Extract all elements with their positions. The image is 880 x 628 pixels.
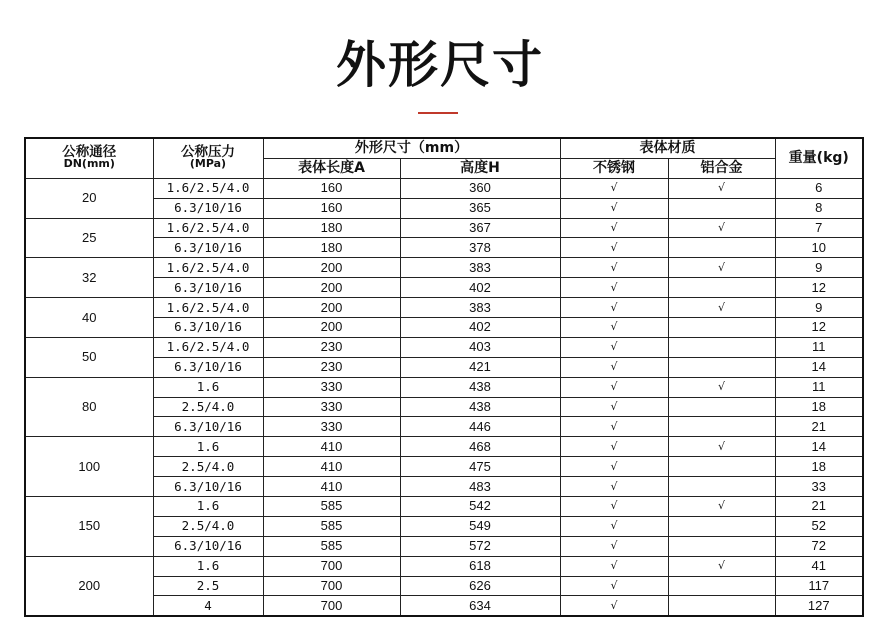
aluminum-check-cell xyxy=(668,337,775,357)
header-pressure-line2: (MPa) xyxy=(189,157,227,171)
height-cell: 421 xyxy=(400,357,560,377)
aluminum-check-cell xyxy=(668,198,775,218)
stainless-check-cell: √ xyxy=(560,278,668,298)
aluminum-check-cell: √ xyxy=(668,258,775,278)
height-cell: 402 xyxy=(400,318,560,338)
header-height: 高度H xyxy=(400,158,560,178)
header-weight: 重量(kg) xyxy=(775,138,863,178)
stainless-check-cell: √ xyxy=(560,516,668,536)
weight-cell: 11 xyxy=(775,337,863,357)
pressure-cell: 6.3/10/16 xyxy=(153,536,263,556)
aluminum-check-cell xyxy=(668,238,775,258)
height-cell: 468 xyxy=(400,437,560,457)
weight-cell: 7 xyxy=(775,218,863,238)
length-cell: 700 xyxy=(263,576,400,596)
header-pressure xyxy=(153,138,263,178)
height-cell: 383 xyxy=(400,258,560,278)
length-cell: 180 xyxy=(263,218,400,238)
stainless-check-cell: √ xyxy=(560,397,668,417)
pressure-cell: 1.6 xyxy=(153,377,263,397)
length-cell: 330 xyxy=(263,417,400,437)
header-dn-line1: 公称通径 xyxy=(62,144,117,161)
pressure-cell: 2.5/4.0 xyxy=(153,397,263,417)
pressure-cell: 2.5 xyxy=(153,576,263,596)
length-cell: 160 xyxy=(263,198,400,218)
table-row xyxy=(25,298,863,318)
pressure-cell: 6.3/10/16 xyxy=(153,318,263,338)
length-cell: 200 xyxy=(263,258,400,278)
stainless-check-cell: √ xyxy=(560,457,668,477)
length-cell: 700 xyxy=(263,596,400,616)
weight-cell: 18 xyxy=(775,397,863,417)
height-cell: 475 xyxy=(400,457,560,477)
aluminum-check-cell: √ xyxy=(668,178,775,198)
stainless-check-cell: √ xyxy=(560,497,668,517)
stainless-check-cell: √ xyxy=(560,417,668,437)
page-title: 外形尺寸 xyxy=(336,35,544,94)
dn-cell: 25 xyxy=(25,218,153,258)
header-dimensions: 外形尺寸（mm） xyxy=(263,138,560,158)
length-cell: 200 xyxy=(263,278,400,298)
aluminum-check-cell: √ xyxy=(668,218,775,238)
weight-cell: 14 xyxy=(775,437,863,457)
aluminum-check-cell xyxy=(668,278,775,298)
length-cell: 230 xyxy=(263,357,400,377)
height-cell: 542 xyxy=(400,497,560,517)
pressure-cell: 1.6/2.5/4.0 xyxy=(153,178,263,198)
length-cell: 330 xyxy=(263,397,400,417)
pressure-cell: 4 xyxy=(153,596,263,616)
pressure-cell: 1.6 xyxy=(153,437,263,457)
length-cell: 160 xyxy=(263,178,400,198)
pressure-cell: 6.3/10/16 xyxy=(153,238,263,258)
height-cell: 618 xyxy=(400,556,560,576)
length-cell: 410 xyxy=(263,457,400,477)
table-row xyxy=(25,377,863,397)
height-cell: 549 xyxy=(400,516,560,536)
dn-cell: 150 xyxy=(25,497,153,557)
table-row xyxy=(25,178,863,198)
weight-cell: 21 xyxy=(775,497,863,517)
dn-cell: 20 xyxy=(25,178,153,218)
stainless-check-cell: √ xyxy=(560,337,668,357)
header-stainless: 不锈钢 xyxy=(560,158,668,178)
table-row xyxy=(25,258,863,278)
height-cell: 402 xyxy=(400,278,560,298)
dn-cell: 100 xyxy=(25,437,153,497)
pressure-cell: 6.3/10/16 xyxy=(153,417,263,437)
pressure-cell: 6.3/10/16 xyxy=(153,357,263,377)
header-pressure-line1: 公称压力 xyxy=(181,144,235,161)
weight-cell: 9 xyxy=(775,258,863,278)
header-dn-line2: DN(mm) xyxy=(63,157,115,171)
aluminum-check-cell: √ xyxy=(668,556,775,576)
header-dn xyxy=(25,138,153,178)
aluminum-check-cell xyxy=(668,536,775,556)
weight-cell: 8 xyxy=(775,198,863,218)
length-cell: 180 xyxy=(263,238,400,258)
length-cell: 410 xyxy=(263,477,400,497)
aluminum-check-cell xyxy=(668,477,775,497)
weight-cell: 33 xyxy=(775,477,863,497)
aluminum-check-cell xyxy=(668,318,775,338)
stainless-check-cell: √ xyxy=(560,596,668,616)
weight-cell: 11 xyxy=(775,377,863,397)
weight-cell: 6 xyxy=(775,178,863,198)
pressure-cell: 6.3/10/16 xyxy=(153,198,263,218)
header-aluminum: 铝合金 xyxy=(668,158,775,178)
stainless-check-cell: √ xyxy=(560,198,668,218)
weight-cell: 12 xyxy=(775,278,863,298)
aluminum-check-cell xyxy=(668,457,775,477)
stainless-check-cell: √ xyxy=(560,298,668,318)
stainless-check-cell: √ xyxy=(560,576,668,596)
weight-cell: 117 xyxy=(775,576,863,596)
height-cell: 360 xyxy=(400,178,560,198)
pressure-cell: 2.5/4.0 xyxy=(153,457,263,477)
weight-cell: 127 xyxy=(775,596,863,616)
stainless-check-cell: √ xyxy=(560,357,668,377)
pressure-cell: 1.6/2.5/4.0 xyxy=(153,298,263,318)
height-cell: 438 xyxy=(400,377,560,397)
aluminum-check-cell xyxy=(668,357,775,377)
dn-cell: 200 xyxy=(25,556,153,616)
pressure-cell: 1.6 xyxy=(153,497,263,517)
aluminum-check-cell: √ xyxy=(668,497,775,517)
dn-cell: 40 xyxy=(25,298,153,338)
title-accent-divider xyxy=(418,112,458,114)
aluminum-check-cell: √ xyxy=(668,377,775,397)
aluminum-check-cell xyxy=(668,397,775,417)
height-cell: 626 xyxy=(400,576,560,596)
aluminum-check-cell: √ xyxy=(668,437,775,457)
aluminum-check-cell: √ xyxy=(668,298,775,318)
stainless-check-cell: √ xyxy=(560,556,668,576)
stainless-check-cell: √ xyxy=(560,238,668,258)
stainless-check-cell: √ xyxy=(560,258,668,278)
weight-cell: 9 xyxy=(775,298,863,318)
weight-cell: 12 xyxy=(775,318,863,338)
header-material: 表体材质 xyxy=(560,138,775,158)
height-cell: 634 xyxy=(400,596,560,616)
height-cell: 367 xyxy=(400,218,560,238)
height-cell: 572 xyxy=(400,536,560,556)
length-cell: 410 xyxy=(263,437,400,457)
aluminum-check-cell xyxy=(668,596,775,616)
stainless-check-cell: √ xyxy=(560,536,668,556)
length-cell: 200 xyxy=(263,318,400,338)
stainless-check-cell: √ xyxy=(560,477,668,497)
stainless-check-cell: √ xyxy=(560,318,668,338)
height-cell: 403 xyxy=(400,337,560,357)
pressure-cell: 2.5/4.0 xyxy=(153,516,263,536)
table-row xyxy=(25,218,863,238)
dimensions-table xyxy=(24,137,864,617)
table-row xyxy=(25,556,863,576)
length-cell: 230 xyxy=(263,337,400,357)
pressure-cell: 1.6/2.5/4.0 xyxy=(153,337,263,357)
aluminum-check-cell xyxy=(668,516,775,536)
pressure-cell: 6.3/10/16 xyxy=(153,477,263,497)
length-cell: 700 xyxy=(263,556,400,576)
height-cell: 438 xyxy=(400,397,560,417)
aluminum-check-cell xyxy=(668,576,775,596)
table-body xyxy=(25,178,863,616)
length-cell: 585 xyxy=(263,536,400,556)
stainless-check-cell: √ xyxy=(560,437,668,457)
table-row xyxy=(25,497,863,517)
height-cell: 378 xyxy=(400,238,560,258)
stainless-check-cell: √ xyxy=(560,377,668,397)
length-cell: 585 xyxy=(263,497,400,517)
weight-cell: 41 xyxy=(775,556,863,576)
pressure-cell: 1.6/2.5/4.0 xyxy=(153,218,263,238)
dn-cell: 80 xyxy=(25,377,153,437)
pressure-cell: 1.6/2.5/4.0 xyxy=(153,258,263,278)
table-row xyxy=(25,337,863,357)
dn-cell: 50 xyxy=(25,337,153,377)
length-cell: 200 xyxy=(263,298,400,318)
pressure-cell: 6.3/10/16 xyxy=(153,278,263,298)
stainless-check-cell: √ xyxy=(560,178,668,198)
weight-cell: 14 xyxy=(775,357,863,377)
height-cell: 446 xyxy=(400,417,560,437)
length-cell: 585 xyxy=(263,516,400,536)
length-cell: 330 xyxy=(263,377,400,397)
weight-cell: 10 xyxy=(775,238,863,258)
pressure-cell: 1.6 xyxy=(153,556,263,576)
aluminum-check-cell xyxy=(668,417,775,437)
weight-cell: 18 xyxy=(775,457,863,477)
height-cell: 365 xyxy=(400,198,560,218)
dn-cell: 32 xyxy=(25,258,153,298)
weight-cell: 21 xyxy=(775,417,863,437)
height-cell: 383 xyxy=(400,298,560,318)
header-length: 表体长度A xyxy=(263,158,400,178)
stainless-check-cell: √ xyxy=(560,218,668,238)
weight-cell: 72 xyxy=(775,536,863,556)
height-cell: 483 xyxy=(400,477,560,497)
weight-cell: 52 xyxy=(775,516,863,536)
table-row xyxy=(25,437,863,457)
